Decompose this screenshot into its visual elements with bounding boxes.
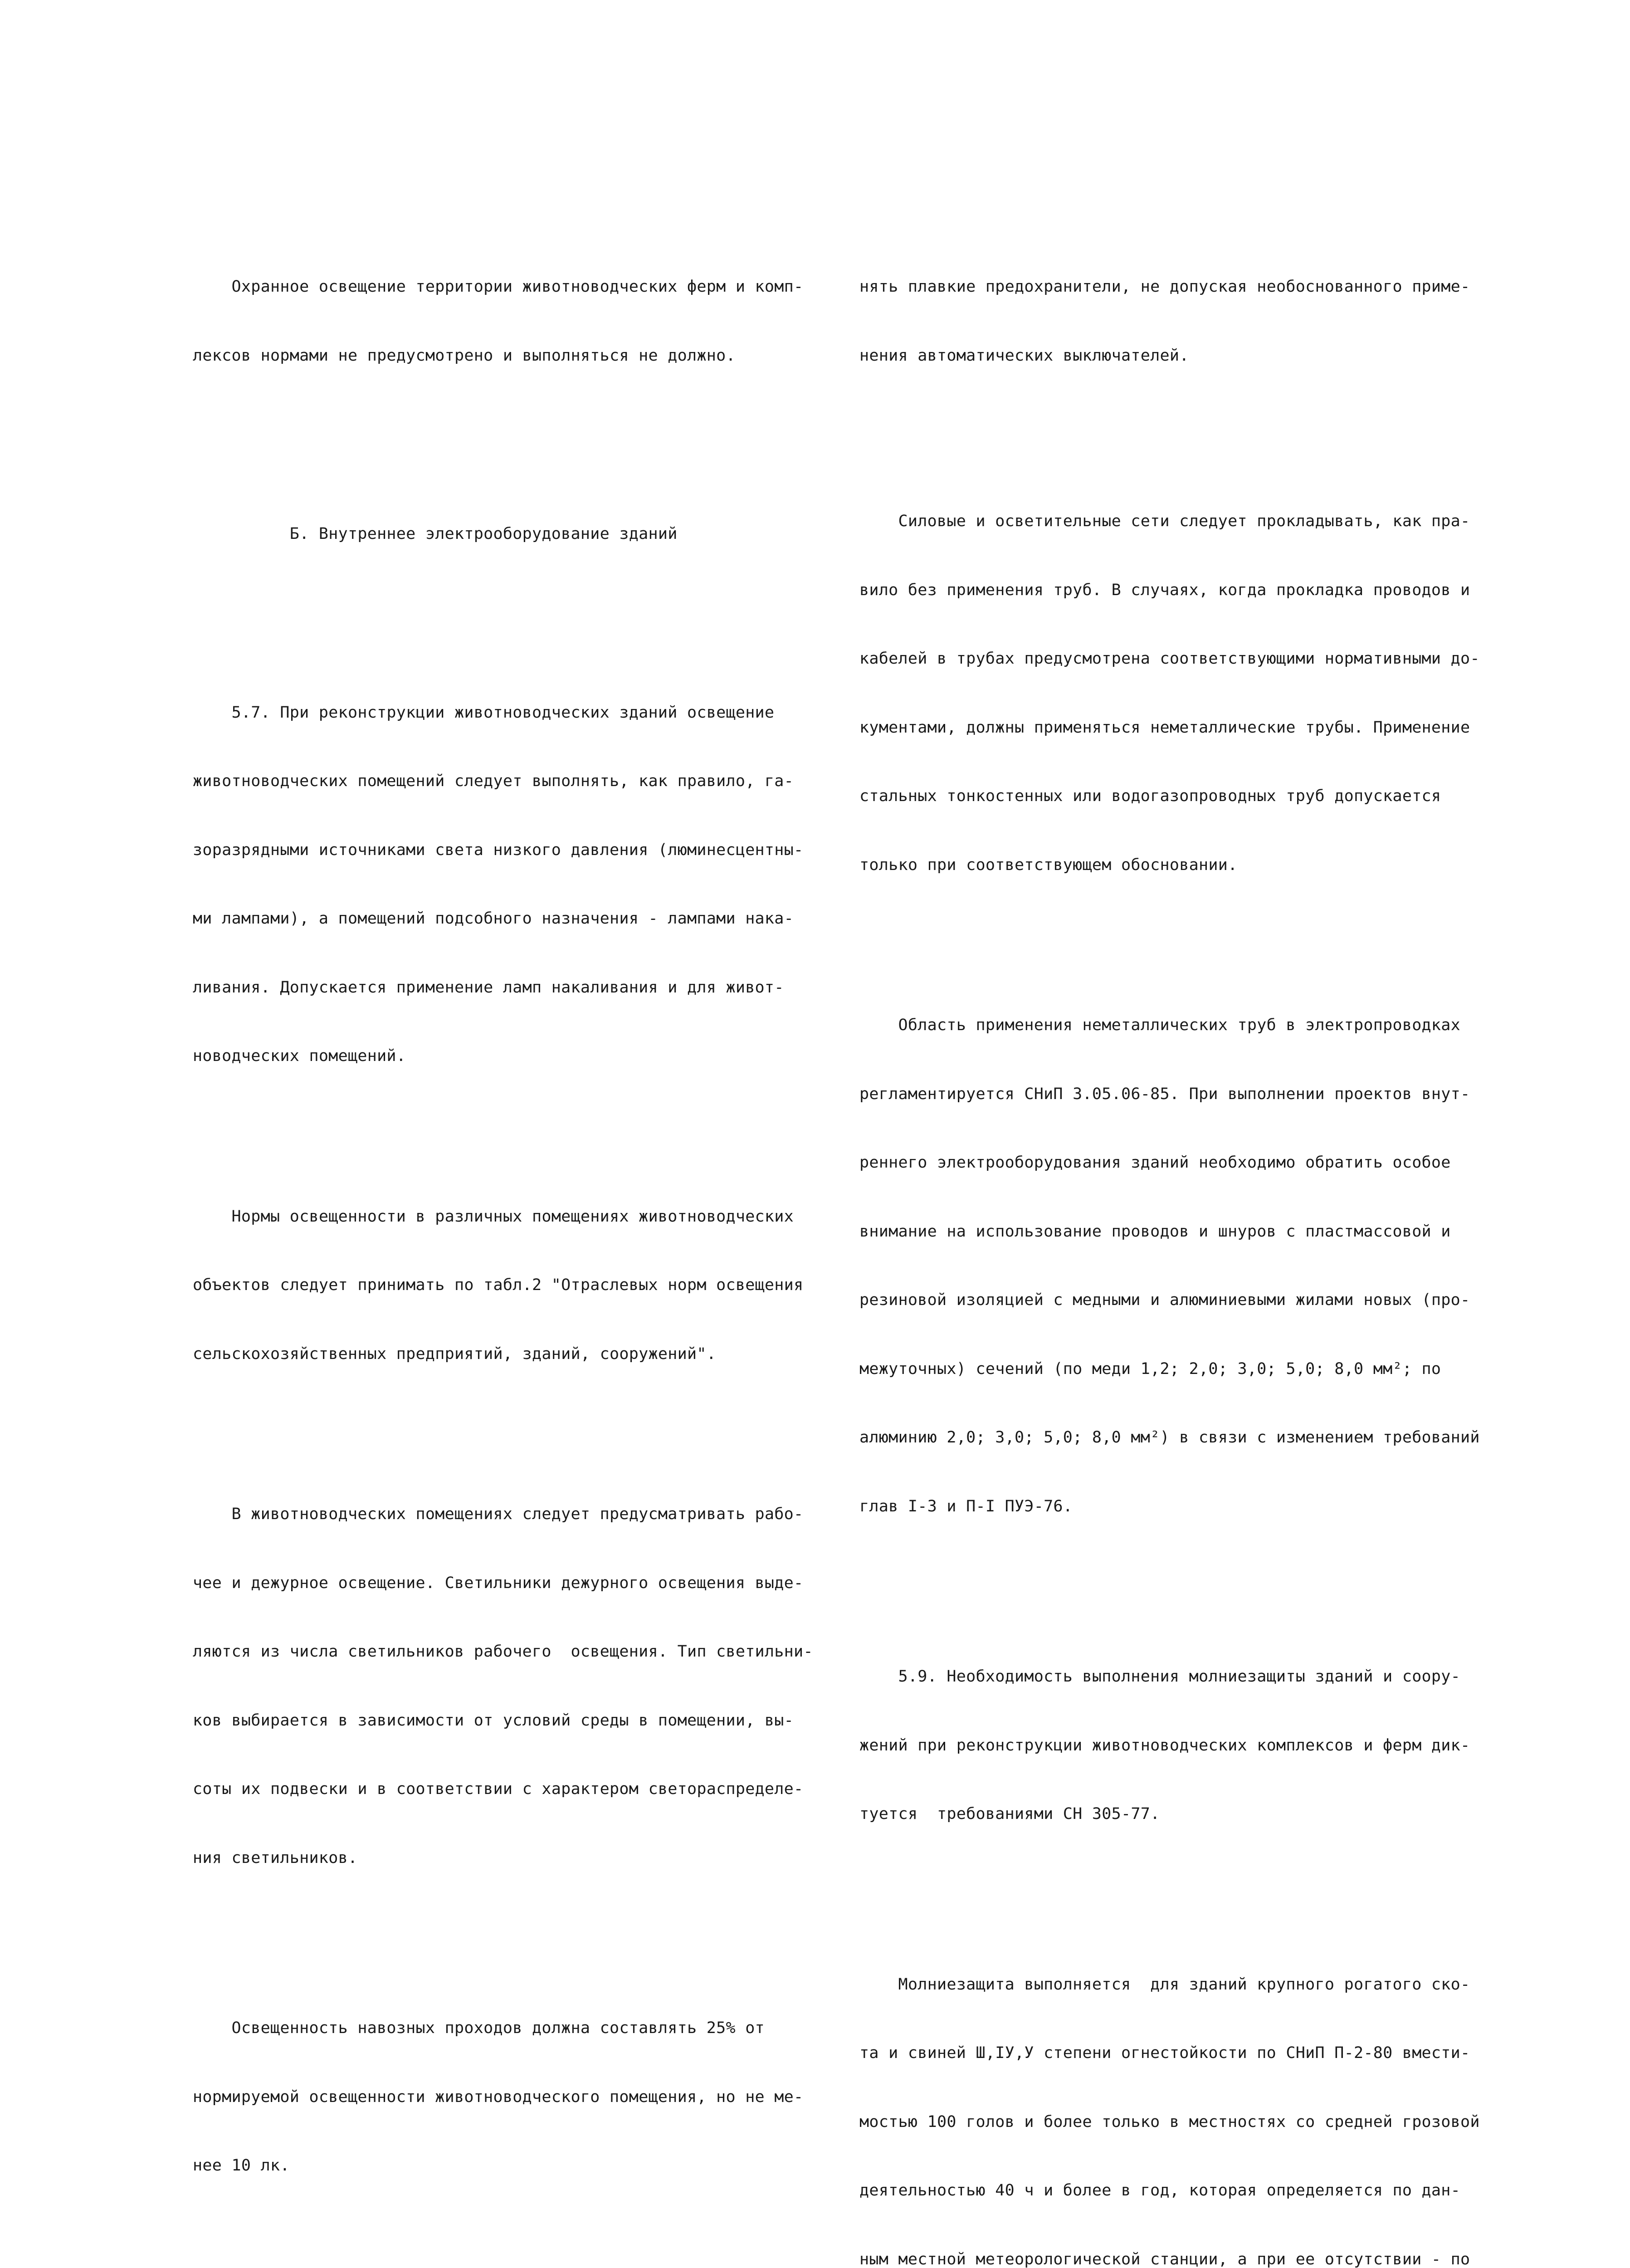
text-line: нения автоматических выключателей. [859,344,1481,367]
text-line: ливания. Допускается применение ламп накаливания и для живот- [193,976,810,999]
text-line: резиновой изоляцией с медными и алюминиевыми жилами новых (про- [859,1289,1481,1312]
right-column [859,184,1481,2268]
text-line: Молниезащита выполняется для зданий крупного рогатого ско- [859,1973,1481,1996]
text-line: внимание на использование проводов и шнуров с пластмассовой и [859,1220,1481,1243]
text-line: Область применения неметаллических труб в электропроводках [859,1014,1481,1037]
text-line: Освещенность навозных проходов должна составлять 25% от [193,2017,810,2040]
text-line: мостью 100 голов и более только в местностях со средней грозовой [859,2111,1481,2134]
text-line: чее и дежурное освещение. Светильники дежурного освещения выде- [193,1572,810,1595]
text-line: объектов следует принимать по табл.2 "Отраслевых норм освещения [193,1274,810,1297]
text-line: В животноводческих помещениях следует предусматривать рабо- [193,1503,810,1526]
section-heading [193,477,810,591]
text-line: животноводческих помещений следует выполнять, как правило, га- [193,770,810,793]
text-line: ми лампами), а помещений подсобного назначения - лампами нака- [193,907,810,930]
heading-text: Б. Внутреннее электрооборудование зданий [193,523,810,546]
paragraph-fuses [859,230,1481,413]
text-line: Нормы освещенности в различных помещениях животноводческих [193,1205,810,1228]
paragraph-duty-lighting [193,1457,810,1915]
text-line: Силовые и осветительные сети следует прокладывать, как пра- [859,510,1481,533]
paragraph-power-networks [859,464,1481,922]
text-line: алюминию 2,0; 3,0; 5,0; 8,0 мм²) в связи с изменением требований [859,1426,1481,1449]
text-line: деятельностью 40 ч и более в год, которая определяется по дан- [859,2179,1481,2202]
text-line: межуточных) сечений (по меди 1,2; 2,0; 3,0; 5,0; 8,0 мм²; по [859,1358,1481,1381]
text-line: 5.7. При реконструкции животноводческих зданий освещение [193,701,810,724]
text-line: ков выбирается в зависимости от условий среды в помещении, вы- [193,1709,810,1732]
text-line: ляются из числа светильников рабочего освещения. Тип светильни- [193,1640,810,1663]
text-line: лексов нормами не предусмотрено и выполняться не должно. [193,344,810,367]
text-line: новодческих помещений. [193,1045,810,1068]
paragraph-manure-passages [193,1971,810,2223]
text-line: нять плавкие предохранители, не допуская необоснованного приме- [859,275,1481,298]
text-line: ния светильников. [193,1847,810,1870]
text-line: туется требованиями СН 305-77. [859,1803,1481,1826]
text-line: нормируемой освещенности животноводческого помещения, но не ме- [193,2086,810,2109]
text-line: реннего электрооборудования зданий необходимо обратить особое [859,1151,1481,1174]
text-line: вило без применения труб. В случаях, когда прокладка проводов и [859,579,1481,602]
text-line: сельскохозяйственных предприятий, зданий, сооружений". [193,1343,810,1366]
paragraph-lightning-protection [859,1927,1481,2268]
text-line: глав I-3 и П-I ПУЭ-76. [859,1495,1481,1518]
text-line: регламентируется СНиП 3.05.06-85. При выполнении проектов внут- [859,1083,1481,1106]
paragraph-5-9 [859,1619,1481,1872]
text-line: зоразрядными источниками света низкого давления (люминесцентны- [193,839,810,862]
text-line: та и свиней Ш,IУ,У степени огнестойкости по СНиП П-2-80 вмести- [859,2042,1481,2065]
text-line: только при соответствующем обосновании. [859,854,1481,877]
paragraph-security-lighting [193,230,810,413]
paragraph-norms [193,1159,810,1412]
text-line: кументами, должны применяться неметаллические трубы. Применение [859,716,1481,739]
text-line: Охранное освещение территории животноводческих ферм и комп- [193,275,810,298]
paragraph-nonmetal-pipes [859,968,1481,1564]
text-line: 5.9. Необходимость выполнения молниезащиты зданий и соору- [859,1665,1481,1688]
text-line: жений при реконструкции животноводческих комплексов и ферм дик- [859,1734,1481,1757]
left-column [193,184,810,2268]
text-line: ным местной метеорологической станции, а при ее отсутствии - по [859,2248,1481,2268]
text-line: стальных тонкостенных или водогазопроводных труб допускается [859,785,1481,808]
text-line: соты их подвески и в соответствии с характером светораспределе- [193,1778,810,1801]
paragraph-5-7 [193,655,810,1114]
text-line: нее 10 лк. [193,2154,810,2177]
text-line: кабелей в трубах предусмотрена соответствующими нормативными до- [859,647,1481,670]
